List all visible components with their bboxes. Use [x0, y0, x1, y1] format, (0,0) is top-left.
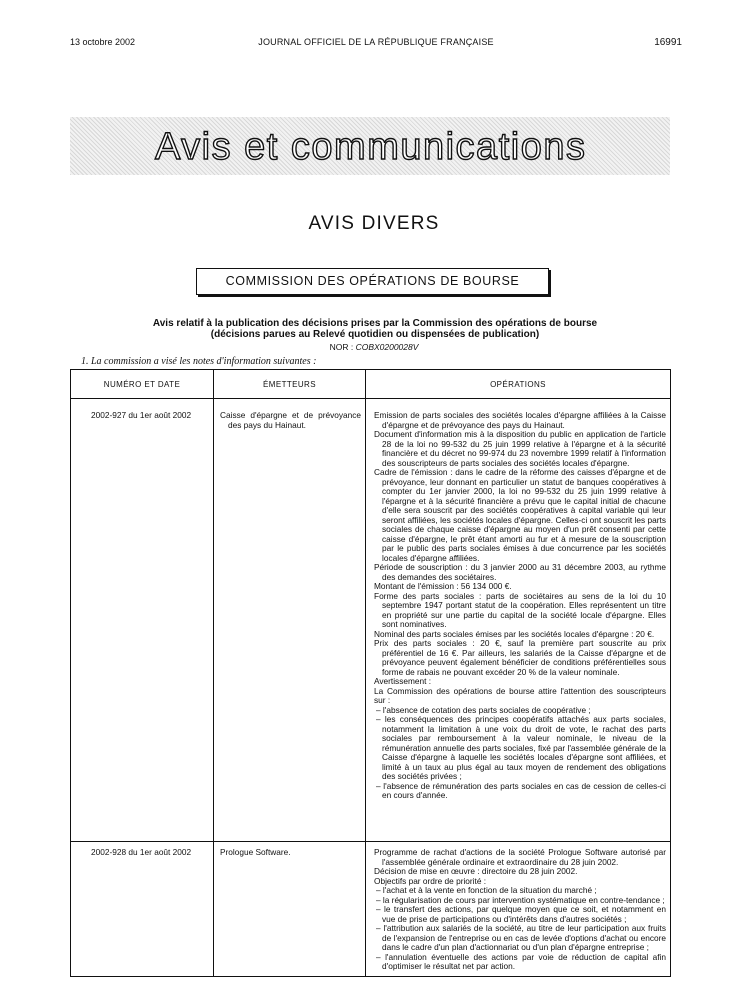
operation-paragraph: Nominal des parts sociales émises par les sociétés locales d'épargne : 20 €. — [374, 628, 655, 639]
banner-title: Avis et communications — [155, 126, 587, 168]
section-title: AVIS DIVERS — [308, 213, 440, 234]
operation-paragraph: Programme de rachat d'actions de la société Prologue Software autorisé par l'assemblée générale ordinaire et extraordinaire du 28 juin 2002. — [374, 847, 666, 867]
warning-intro: La Commission des opérations de bourse attire l'attention des souscripteurs sur : — [374, 685, 666, 705]
warning-item: – l'absence de cotation des parts sociales de coopérative ; — [376, 704, 591, 715]
header-journal: JOURNAL OFFICIEL DE LA RÉPUBLIQUE FRANÇAISE — [258, 37, 494, 47]
row-issuer — [214, 842, 366, 977]
nor-label: NOR : — [329, 342, 354, 352]
nor-reference — [0, 342, 748, 352]
issuer-line: des pays du Hainaut. — [228, 419, 306, 430]
operation-paragraph: Emission de parts sociales des sociétés locales d'épargne affiliées à la Caisse d'épargne et de prévoyance des pays du Hainaut. — [374, 410, 666, 430]
notice-title — [80, 318, 670, 340]
header-issuers: ÉMETTEURS — [214, 370, 366, 399]
commission-box: COMMISSION DES OPÉRATIONS DE BOURSE — [196, 268, 549, 295]
row-number-date: 2002-928 du 1er août 2002 — [71, 842, 214, 977]
row-operations — [366, 399, 671, 842]
table-header-row — [71, 370, 671, 399]
header-page-number: 16991 — [654, 37, 682, 48]
operation-paragraph: Document d'information mis à la disposition du public en application de l'article 28 de la loi no 99-532 du 25 juin 1999 relative à l'épargne et à la sécurité financière et du décret no 99-974 du 23 novembre 1999 relatif à l'information des souscripteurs de parts sociales des sociétés locales d'épargne. — [374, 429, 666, 468]
issuer-line: Caisse d'épargne et de prévoyance — [220, 410, 361, 420]
operation-paragraph: Période de souscription : du 3 janvier 2000 au 31 décembre 2003, au rythme des demandes des sociétaires. — [374, 562, 666, 582]
row-issuer — [214, 399, 366, 842]
objective-item: – l'annulation éventuelle des actions par voie de réduction de capital afin d'optimiser le résultat net par action. — [376, 951, 666, 971]
notice-title-line2: (décisions parues au Relevé quotidien ou dispensées de publication) — [210, 329, 540, 340]
header-date: 13 octobre 2002 — [70, 37, 136, 47]
operation-paragraph: Prix des parts sociales : 20 €, sauf la première part souscrite au prix préférentiel de 16 €. Par ailleurs, les salariés de la Caisse d'épargne et de prévoyance peuvent également bénéficier de conditions préférentielles sous forme de rabais ne pouvant excéder 20 % de la valeur nominale. — [374, 638, 666, 677]
objective-item: – l'achat et à la vente en fonction de la situation du marché ; — [376, 885, 597, 895]
issuer-line: Prologue Software. — [220, 847, 291, 857]
table-row — [71, 399, 671, 842]
section-banner — [70, 117, 670, 175]
row-number-date: 2002-927 du 1er août 2002 — [71, 399, 214, 842]
objective-item: – l'attribution aux salariés de la société, au titre de leur participation aux fruits de l'expansion de l'entreprise ou en cas de levée d'options d'achat ou encore dans le cadre d'un plan d'actionnariat ou d'un plan d'épargne entreprise ; — [376, 923, 666, 952]
table-row — [71, 842, 671, 977]
objective-item: – la régularisation de cours par intervention systématique en contre-tendance ; — [376, 894, 665, 905]
objective-item: – le transfert des actions, par quelque moyen que ce soit, et notamment en vue de prise de participations ou d'intérêts dans d'autres sociétés ; — [376, 904, 666, 924]
header-operations: OPÉRATIONS — [366, 370, 671, 399]
operation-paragraph: Cadre de l'émission : dans le cadre de la réforme des caisses d'épargne et de prévoyance, leur donnant en particulier un statut de banques coopératives à compter du 1er janvier 2000, la loi no 99-532 du 25 juin 1999 relative à l'épargne et à la sécurité financière a prévu que le capital initial de chacune d'elle sera souscrit par des sociétés coopératives à capital variable qui leur seront affiliées, les sociétés locales d'épargne. Celles-ci ont souscrit les parts sociales de chaque caisse d'épargne au moyen d'un prêt consenti par cette caisse d'épargne, le prêt étant amorti au fur et à mesure de la souscription par le public des parts sociales émises à due concurrence par les sociétés locales d'épargne affiliées. — [374, 467, 666, 563]
operation-paragraph: Forme des parts sociales : parts de sociétaires au sens de la loi du 10 septembre 1947 portant statut de la coopération. Elles représentent un titre en propriété sur une partie du capital de la société locale d'épargne. Elles sont nominatives. — [374, 590, 666, 629]
operation-paragraph: Décision de mise en œuvre : directoire du 28 juin 2002. — [374, 866, 578, 876]
header-number-date: NUMÉRO ET DATE — [71, 370, 214, 399]
nor-value: COBX0200028V — [355, 342, 419, 352]
objectives-intro: Objectifs par ordre de priorité : — [374, 875, 487, 886]
notice-title-line1: Avis relatif à la publication des décisions prises par la Commission des opérations de bourse — [152, 318, 598, 329]
intro-text: 1. La commission a visé les notes d'information suivantes : — [81, 356, 317, 367]
row-operations — [366, 842, 671, 977]
decisions-table — [70, 369, 671, 977]
operation-paragraph: Montant de l'émission : 56 134 000 €. — [374, 581, 512, 591]
warning-item: – l'absence de rémunération des parts sociales en cas de cession de celles-ci en cours d'année. — [376, 780, 666, 800]
warning-item: – les conséquences des principes coopératifs attachés aux parts sociales, notamment la limitation à une voix du droit de vote, le rachat des parts sociales par remboursement à la valeur nominale, le niveau de la rémunération annuelle des parts sociales, fixé par l'assemblée générale de la Caisse d'épargne à laquelle les sociétés locales d'épargne sont affiliées, et limité à un taux au plus égal au taux moyen de rendement des obligations des sociétés privées ; — [376, 714, 666, 781]
operation-paragraph: Avertissement : — [374, 676, 432, 686]
